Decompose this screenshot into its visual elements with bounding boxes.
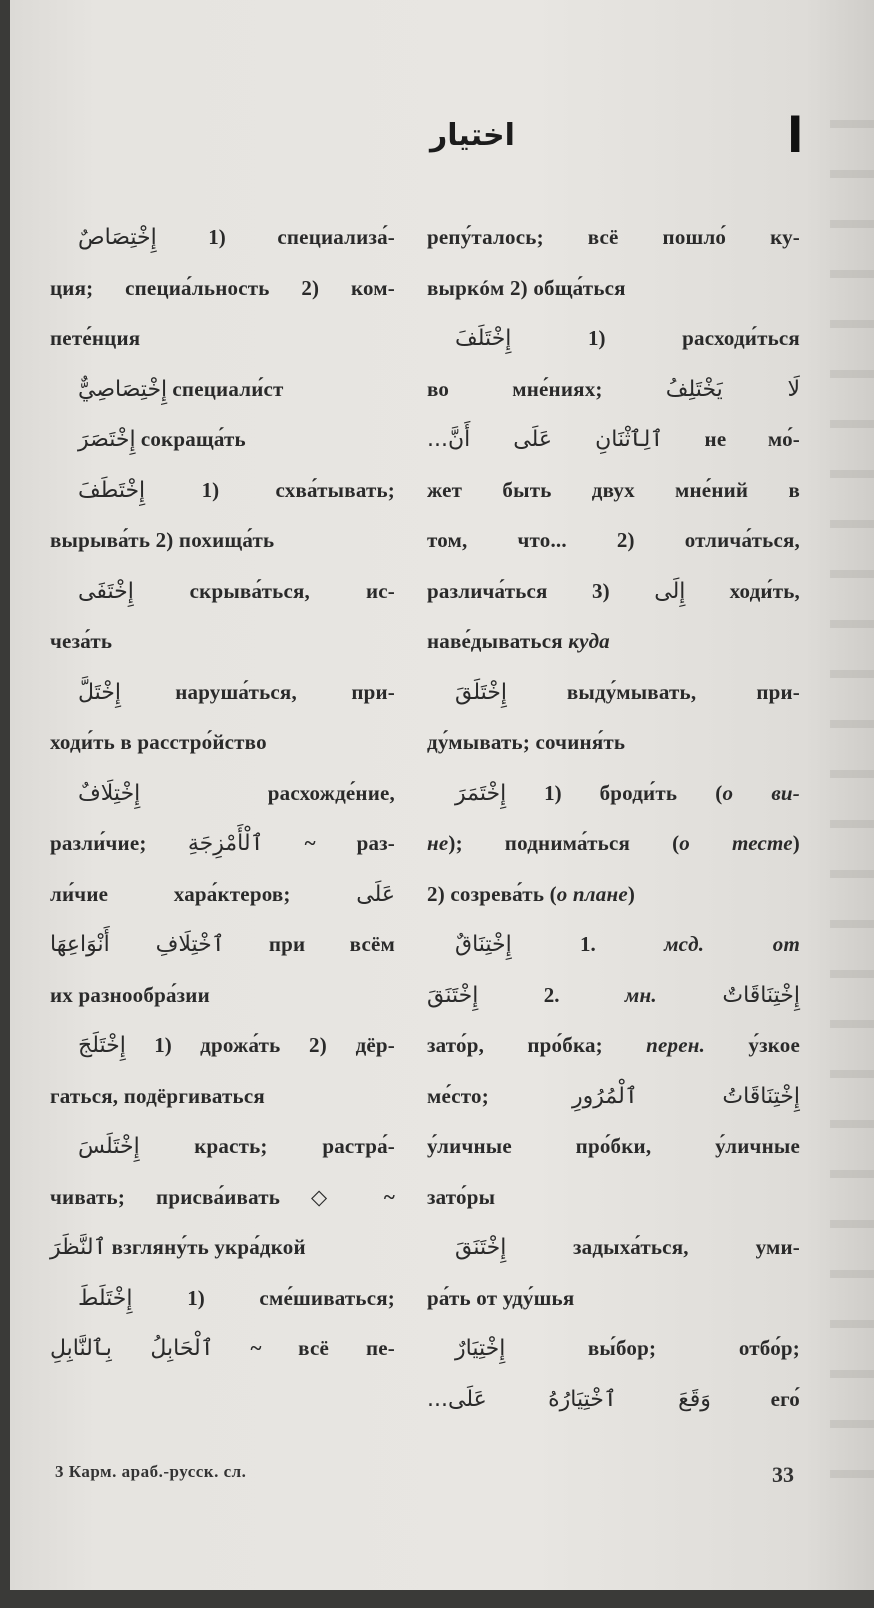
russian-text: у́зкое [705, 1033, 800, 1057]
russian-text: ~ раз- [263, 831, 395, 855]
russian-text: у́личные про́бки, у́личные [427, 1134, 800, 1158]
left-column [50, 212, 395, 1374]
arabic-headword: إِخْتِلَافٌ [78, 780, 141, 806]
arabic-headword: إِخْتَلَجَ [78, 1033, 126, 1058]
entry-line [50, 212, 395, 263]
entry-line [427, 970, 800, 1021]
russian-text: наруша́ться, при- [121, 679, 395, 704]
arabic-headword: إِخْتَلَطَ [78, 1285, 133, 1311]
entry-line [427, 313, 800, 364]
entry-line [50, 1323, 395, 1374]
entry-line [427, 515, 800, 566]
russian-text: жет быть двух мне́ний в [427, 477, 800, 502]
russian-text: вырыва́ть 2) похища́ть [50, 528, 275, 552]
russian-text: ~ всё пе- [213, 1336, 395, 1360]
russian-text: 1) расходи́ться [511, 326, 800, 350]
russian-text [704, 932, 772, 956]
entry-line [427, 869, 800, 920]
entry-line [50, 1222, 395, 1273]
entry-line [50, 919, 395, 970]
footer-signature: 3 Карм. араб.-русск. сл. [55, 1462, 247, 1481]
arabic-headword: إِخْتَنَقَ [455, 1235, 507, 1260]
entry-line [427, 364, 800, 415]
russian-text: 2. [478, 982, 625, 1007]
russian-text: ме́сто; [427, 1083, 573, 1108]
entry-line [427, 1172, 800, 1223]
arabic-headword: إِخْتِنَاقَاتُ ٱلْمُرُورِ [572, 1083, 800, 1109]
right-column [427, 212, 800, 1424]
entry-line [50, 616, 395, 667]
russian-text: ); поднима́ться ( [448, 831, 680, 855]
entry-line [427, 212, 800, 263]
arabic-headword: إِخْتَمَرَ [455, 780, 507, 806]
russian-text: 1. [511, 932, 665, 956]
arabic-headword: إِخْتَنَقَ [427, 982, 479, 1008]
russian-text: расхожде́ние, [140, 780, 395, 805]
entry-line [50, 1071, 395, 1122]
russian-text: ция; специа́льность 2) ком- [50, 275, 395, 300]
arabic-headword: إِخْتَفَى [78, 578, 134, 604]
russian-text: репу́талось; всё пошло́ ку- [427, 225, 800, 249]
entry-line [427, 1323, 800, 1374]
italic-label: от [772, 932, 800, 956]
entry-line [427, 616, 800, 667]
entry-line [427, 1071, 800, 1122]
entry-line [50, 364, 395, 415]
russian-text: их разнообра́зии [50, 982, 210, 1007]
entry-line [427, 818, 800, 869]
entry-line [427, 1374, 800, 1425]
arabic-headword: إِخْتَلَفَ [455, 326, 512, 351]
entry-line [427, 717, 800, 768]
dictionary-page [10, 0, 874, 1590]
section-letter: ا [787, 108, 804, 164]
russian-text: различа́ться 3) [427, 578, 655, 603]
arabic-headword: إِلَى [654, 578, 686, 604]
italic-label: о плане [556, 881, 628, 906]
italic-label: о ви- [722, 780, 800, 805]
russian-text: наве́дываться [427, 629, 569, 653]
arabic-headword: لَا يَخْتَلِفُ [665, 376, 800, 402]
russian-text: 1) сме́шиваться; [132, 1285, 395, 1310]
russian-text: ли́чие хара́ктеров; [50, 881, 357, 906]
russian-text: при всём [224, 932, 395, 956]
arabic-headword: ٱلِٱثْنَانِ عَلَى أَنَّ... [427, 427, 664, 452]
entry-line [427, 1222, 800, 1273]
russian-text: его́ [710, 1386, 800, 1411]
russian-text: пете́нция [50, 326, 141, 350]
italic-label: мн. [624, 982, 657, 1007]
russian-text: специали́ст [167, 376, 284, 401]
italic-label: мсд. [664, 932, 705, 956]
russian-text: 1) схва́тывать; [145, 477, 395, 502]
entry-line [427, 667, 800, 718]
arabic-headword: إِخْتِصَاصِيٌّ [78, 376, 168, 402]
arabic-headword: ٱلْأَمْزِجَةِ [187, 831, 264, 856]
russian-text: зато́ры [427, 1184, 496, 1209]
russian-text: выркóм 2) обща́ться [427, 275, 626, 300]
russian-text: выду́мывать, при- [506, 679, 800, 704]
entry-line [427, 919, 800, 970]
arabic-headword: إِخْتِنَاقَاتٌ [722, 982, 800, 1008]
entry-line [50, 263, 395, 314]
arabic-headword: عَلَى [356, 881, 395, 907]
entry-line [50, 869, 395, 920]
italic-label: не [427, 831, 449, 855]
russian-text: ходи́ть, [685, 578, 800, 603]
russian-text: зато́р, про́бка; [427, 1033, 647, 1057]
russian-text: ) [792, 831, 800, 855]
entry-line [50, 1121, 395, 1172]
arabic-headword: إِخْتِنَاقٌ [455, 932, 512, 957]
entry-line [50, 768, 395, 819]
entry-line [427, 1273, 800, 1324]
russian-text [657, 983, 723, 1007]
entry-line [50, 1273, 395, 1324]
russian-text: ) [627, 881, 636, 906]
entry-line [50, 970, 395, 1021]
russian-text: во мне́ниях; [427, 376, 666, 401]
russian-text: 1) броди́ть ( [506, 780, 723, 805]
russian-text: не мо́- [663, 427, 800, 451]
entry-line [50, 515, 395, 566]
entry-line [50, 414, 395, 465]
entry-line [427, 768, 800, 819]
russian-text: гаться, подёргиваться [50, 1083, 265, 1108]
entry-line [50, 717, 395, 768]
page-number: 33 [772, 1462, 794, 1487]
entry-line [427, 263, 800, 314]
russian-text: взгляну́ть укра́дкой [106, 1235, 306, 1259]
entry-line [427, 566, 800, 617]
entry-line [427, 465, 800, 516]
arabic-headword: إِخْتِيَارٌ [455, 1336, 506, 1361]
entry-line [427, 1020, 800, 1071]
entry-line [50, 1020, 395, 1071]
entry-line [50, 465, 395, 516]
arabic-headword: إِخْتَطَفَ [78, 477, 146, 503]
arabic-headword: إِخْتَصَرَ [78, 427, 136, 452]
arabic-headword: إِخْتَلَّ [78, 679, 122, 705]
russian-text: вы́бор; отбо́р; [505, 1336, 800, 1360]
arabic-headword: وَقَعَ ٱخْتِيَارُهُ عَلَى... [427, 1386, 711, 1412]
russian-text: чивать; присва́ивать ◇ ~ [50, 1184, 395, 1209]
entry-line [427, 1121, 800, 1172]
italic-label: о тесте [679, 831, 793, 855]
entry-line [427, 414, 800, 465]
entry-line [50, 667, 395, 718]
russian-text: чеза́ть [50, 629, 113, 653]
russian-text: красть; растра́- [139, 1134, 395, 1158]
entry-line [50, 818, 395, 869]
arabic-headword: ٱخْتِلَافِ أَنْوَاعِهَا [50, 932, 225, 957]
guide-word: اختيار [430, 118, 515, 153]
russian-text: разли́чие; [50, 831, 188, 855]
russian-text: задыха́ться, уми- [506, 1235, 800, 1259]
russian-text: сокраща́ть [135, 427, 246, 451]
entry-line [50, 313, 395, 364]
arabic-headword: إِخْتَلَسَ [78, 1134, 140, 1159]
russian-text: 1) дрожа́ть 2) дёр- [125, 1033, 395, 1057]
facing-page-bleed [830, 90, 874, 1490]
arabic-headword: ٱلْحَابِلُ بِٱلنَّابِلِ [50, 1336, 214, 1361]
russian-text: ду́мывать; сочиня́ть [427, 730, 626, 754]
russian-text: ходи́ть в расстро́йство [50, 730, 267, 754]
italic-label: перен. [646, 1033, 706, 1057]
russian-text: скрыва́ться, ис- [133, 578, 395, 603]
arabic-headword: إِخْتِصَاصٌ [78, 225, 157, 250]
russian-text: ра́ть от уду́шья [427, 1285, 575, 1310]
russian-text: 1) специализа́- [156, 225, 395, 249]
russian-text: 2) созрева́ть ( [427, 881, 557, 906]
arabic-headword: إِخْتَلَقَ [455, 679, 507, 705]
arabic-headword: ٱلنَّظَرَ [50, 1235, 107, 1260]
russian-text: том, что... 2) отлича́ться, [427, 528, 800, 552]
italic-label: куда [568, 629, 610, 653]
entry-line [50, 1172, 395, 1223]
entry-line [50, 566, 395, 617]
